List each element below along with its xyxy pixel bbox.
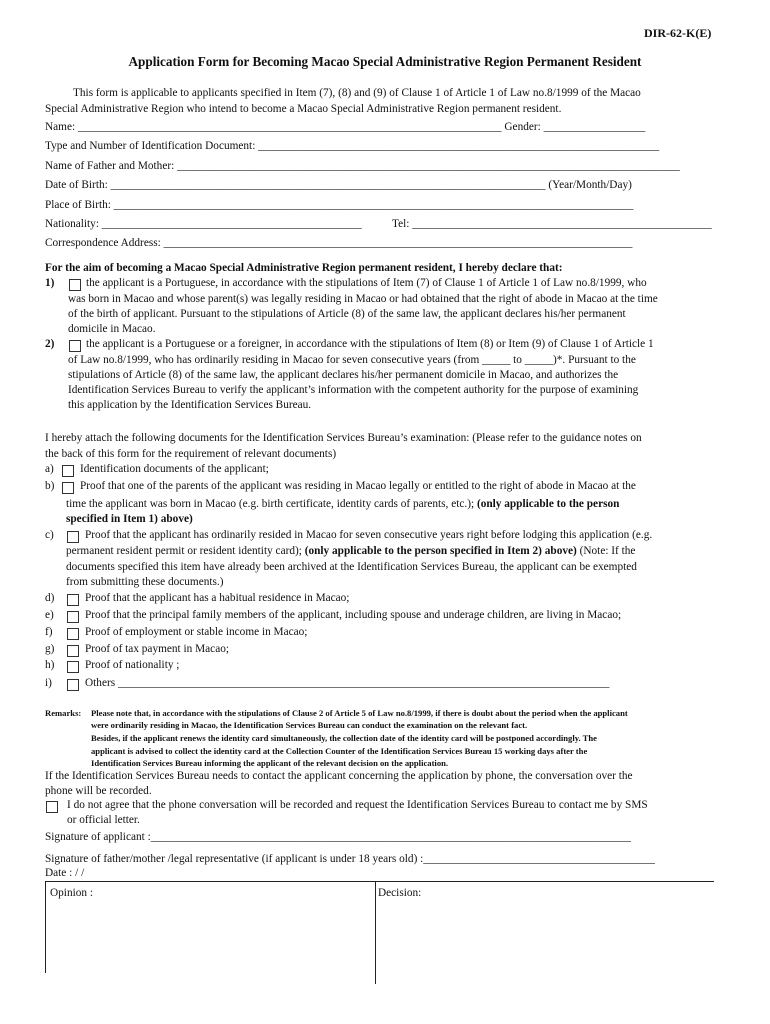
doc-g-checkbox[interactable] xyxy=(67,645,79,657)
doc-e-checkbox[interactable] xyxy=(67,611,79,623)
remarks-line-1: Please note that, in accordance with the stipulations of Clause 2 of Article 5 of Law no.8/1999, if there is doubt about the period when the applicant xyxy=(91,708,628,718)
date-field[interactable]: Date : / / xyxy=(45,867,85,879)
item1-number: 1) xyxy=(45,277,55,289)
office-box-divider xyxy=(375,881,376,984)
name-gender-field[interactable]: Name: ___________________________________________________________________________ Gender: __________________ xyxy=(45,121,646,133)
item2-line-4: Identification Services Bureau to verify the applicant’s information with the competent authority for the purpose of examining xyxy=(68,384,639,396)
address-field[interactable]: Correspondence Address: ___________________________________________________________________________________ xyxy=(45,237,633,249)
doc-a-text: Identification documents of the applicant; xyxy=(80,463,269,475)
item1-line-3: of the birth of applicant. Pursuant to the stipulations of Article (8) of the same law, the applicant declares his/her permanent xyxy=(68,308,626,320)
place-of-birth-field[interactable]: Place of Birth: ____________________________________________________________________________________________ xyxy=(45,199,634,211)
doc-c-line-2: permanent resident permit or resident identity card); (only applicable to the person specified in Item 2) above) (Note: If the xyxy=(66,545,636,557)
phone-disagree-line-2: or official letter. xyxy=(67,814,140,826)
applicant-signature-field[interactable]: Signature of applicant :_____________________________________________________________________________________ xyxy=(45,831,631,843)
doc-i-checkbox[interactable] xyxy=(67,679,79,691)
doc-b-checkbox[interactable] xyxy=(62,482,74,494)
item2-line-5: this application by the Identification Services Bureau. xyxy=(68,399,312,411)
doc-f-text: Proof of employment or stable income in Macao; xyxy=(85,626,308,638)
form-code: DIR-62-K(E) xyxy=(644,26,712,40)
phone-notice-line-2: phone will be recorded. xyxy=(45,785,152,797)
decision-label: Decision: xyxy=(378,887,422,899)
doc-h-checkbox[interactable] xyxy=(67,661,79,673)
doc-c-line-1: Proof that the applicant has ordinarily resided in Macao for seven consecutive years right before lodging this application (e.g. xyxy=(85,529,653,541)
remarks-line-4: applicant is advised to collect the identity card at the Collection Counter of the Identification Services Bureau 15 working days after the xyxy=(91,746,588,756)
doc-c-letter: c) xyxy=(45,529,54,541)
phone-notice-line-1: If the Identification Services Bureau needs to contact the applicant concerning the application by phone, the conversation over the xyxy=(45,770,633,782)
declaration-heading: For the aim of becoming a Macao Special Administrative Region permanent resident, I hereby declare that: xyxy=(45,262,563,274)
item2-line-3: stipulations of Article (8) of the same law, the applicant declares his/her permanent domicile in Macao, and authorizes the xyxy=(68,369,619,381)
doc-f-checkbox[interactable] xyxy=(67,628,79,640)
doc-d-letter: d) xyxy=(45,592,55,604)
doc-a-checkbox[interactable] xyxy=(62,465,74,477)
intro-line-1: This form is applicable to applicants specified in Item (7), (8) and (9) of Clause 1 of Article 1 of Law no.8/1999 of the Macao xyxy=(73,87,641,99)
phone-disagree-checkbox[interactable] xyxy=(46,801,58,813)
tel-field[interactable]: Tel: _____________________________________________________ xyxy=(392,218,712,230)
doc-c-line-3: documents specified this item have already been archived at the Identification Services Bureau, the applicant can be exempted xyxy=(66,561,637,573)
id-document-field[interactable]: Type and Number of Identification Document: _______________________________________________________________________ xyxy=(45,140,660,152)
remarks-line-2: were ordinarily residing in Macao, the Identification Services Bureau can conduct the examination on the relevant fact. xyxy=(91,720,528,730)
doc-c-line-4: from submitting these documents.) xyxy=(66,576,224,588)
page-title: Application Form for Becoming Macao Special Administrative Region Permanent Resident xyxy=(128,54,642,69)
date-of-birth-field[interactable]: Date of Birth: _____________________________________________________________________________ (Year/Month/Day) xyxy=(45,179,632,191)
intro-line-2: Special Administrative Region who intend to become a Macao Special Administrative Region permanent resident. xyxy=(45,103,562,115)
attach-intro-1: I hereby attach the following documents for the Identification Services Bureau’s examination: (Please refer to the guidance notes on xyxy=(45,432,642,444)
doc-d-checkbox[interactable] xyxy=(67,594,79,606)
remarks-line-5: Identification Services Bureau informing the applicant of the relevant decision on the application. xyxy=(91,758,449,768)
item1-checkbox[interactable] xyxy=(69,279,81,291)
doc-i-others-field[interactable]: Others _______________________________________________________________________________________ xyxy=(85,677,610,689)
attach-intro-2: the back of this form for the requirement of relevant documents) xyxy=(45,448,337,460)
phone-disagree-line-1: I do not agree that the phone conversation will be recorded and request the Identification Services Bureau to contact me by SMS xyxy=(67,799,648,811)
doc-b-line-3: specified in Item 1) above) xyxy=(66,513,193,525)
item2-line-1: the applicant is a Portuguese or a foreigner, in accordance with the stipulations of Item (8) or Item (9) of Clause 1 of Article 1 xyxy=(86,338,654,350)
nationality-field[interactable]: Nationality: ______________________________________________ xyxy=(45,218,362,230)
doc-b-letter: b) xyxy=(45,480,55,492)
office-box-left-rule xyxy=(45,881,46,973)
doc-h-text: Proof of nationality ; xyxy=(85,659,180,671)
item2-line-2: of Law no.8/1999, who has ordinarily residing in Macao for seven consecutive years (from _____ to _____)*. Pursuant to the xyxy=(68,354,636,366)
doc-g-letter: g) xyxy=(45,643,55,655)
doc-c-checkbox[interactable] xyxy=(67,531,79,543)
doc-e-text: Proof that the principal family members of the applicant, including spouse and underage children, are living in Macao; xyxy=(85,609,622,621)
doc-f-letter: f) xyxy=(45,626,53,638)
remarks-label: Remarks: xyxy=(45,708,82,718)
parents-name-field[interactable]: Name of Father and Mother: _________________________________________________________________________________________ xyxy=(45,160,680,172)
office-box-top-rule xyxy=(45,881,714,882)
doc-b-line-1: Proof that one of the parents of the applicant was residing in Macao legally or entitled to the right of abode in Macao at the xyxy=(80,480,636,492)
opinion-label: Opinion : xyxy=(50,887,93,899)
doc-g-text: Proof of tax payment in Macao; xyxy=(85,643,229,655)
doc-b-line-2: time the applicant was born in Macao (e.g. birth certificate, identity cards of parents, etc.); (only applicable to the person xyxy=(66,498,620,510)
item2-checkbox[interactable] xyxy=(69,340,81,352)
item1-line-2: was born in Macao and whose parent(s) was legally residing in Macao or had obtained that the right of abode in Macao at the time xyxy=(68,293,658,305)
doc-a-letter: a) xyxy=(45,463,54,475)
guardian-signature-field[interactable]: Signature of father/mother /legal representative (if applicant is under 18 years old) :_________________________________________ xyxy=(45,853,655,865)
item1-line-1: the applicant is a Portuguese, in accordance with the stipulations of Item (7) of Clause 1 of Article 1 of Law no.8/1999, who xyxy=(86,277,647,289)
remarks-line-3: Besides, if the applicant renews the identity card simultaneously, the collection date of the identity card will be postponed accordingly. The xyxy=(91,733,597,743)
item2-number: 2) xyxy=(45,338,55,350)
doc-i-letter: i) xyxy=(45,677,52,689)
item1-line-4: domicile in Macao. xyxy=(68,323,156,335)
doc-h-letter: h) xyxy=(45,659,55,671)
doc-e-letter: e) xyxy=(45,609,54,621)
doc-d-text: Proof that the applicant has a habitual residence in Macao; xyxy=(85,592,350,604)
